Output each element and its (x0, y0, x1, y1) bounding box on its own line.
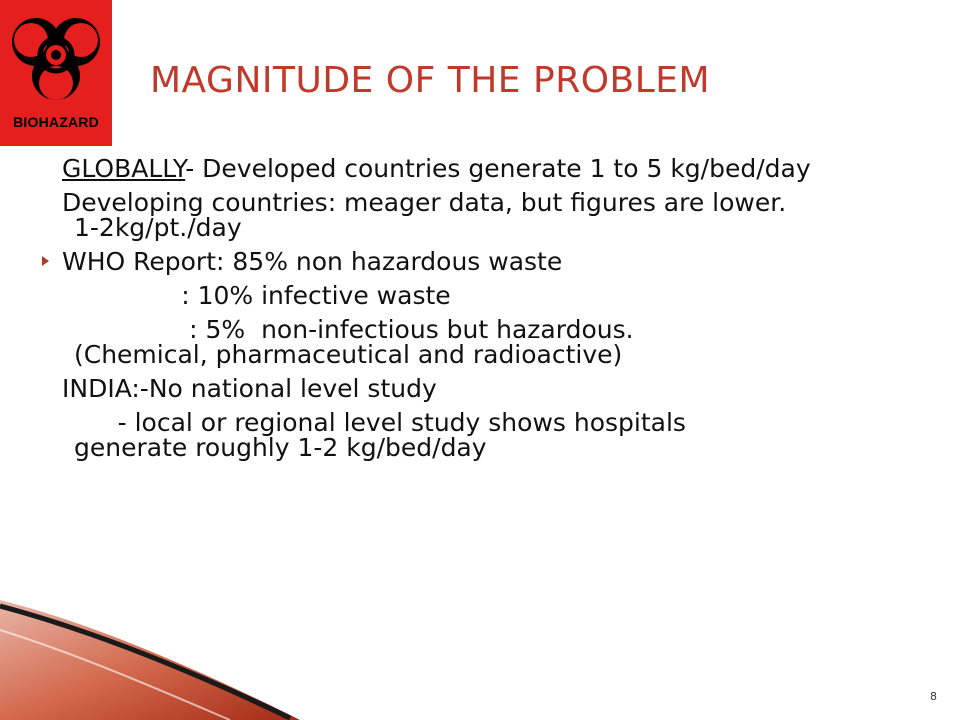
hazardous-waste-line: : 5% non-infectious but hazardous. (Chemical, pharmaceutical and radioactive) (62, 315, 793, 369)
slide-title: MAGNITUDE OF THE PROBLEM (150, 60, 711, 101)
biohazard-icon (0, 0, 112, 112)
regional-study-line: - local or regional level study shows hospitals generate roughly 1-2 kg/bed/day (62, 408, 798, 462)
globally-paragraph (62, 156, 892, 181)
slide-body (62, 154, 946, 469)
biohazard-logo (0, 0, 112, 146)
india-paragraph (62, 376, 892, 401)
globally-text: - Developed countries generate 1 to 5 kg/bed/day (185, 154, 811, 183)
who-report-text: WHO Report: 85% non hazardous waste (62, 247, 563, 276)
biohazard-label: BIOHAZARD (13, 114, 99, 130)
infective-waste-line: : 10% infective waste (62, 281, 451, 310)
developing-heading: Developing countries (62, 188, 328, 217)
developing-text: : meager data, but figures are lower. 1-2kg/pt./day (74, 188, 946, 242)
decorative-swoosh (0, 600, 320, 720)
developing-paragraph (62, 188, 946, 242)
globally-heading: GLOBALLY (62, 154, 186, 183)
bullet-arrow-icon (42, 256, 49, 266)
page-number: 8 (930, 690, 937, 703)
who-report-bullet (62, 249, 892, 274)
india-heading: INDIA (62, 374, 132, 403)
india-text: :-No national level study (131, 374, 437, 403)
